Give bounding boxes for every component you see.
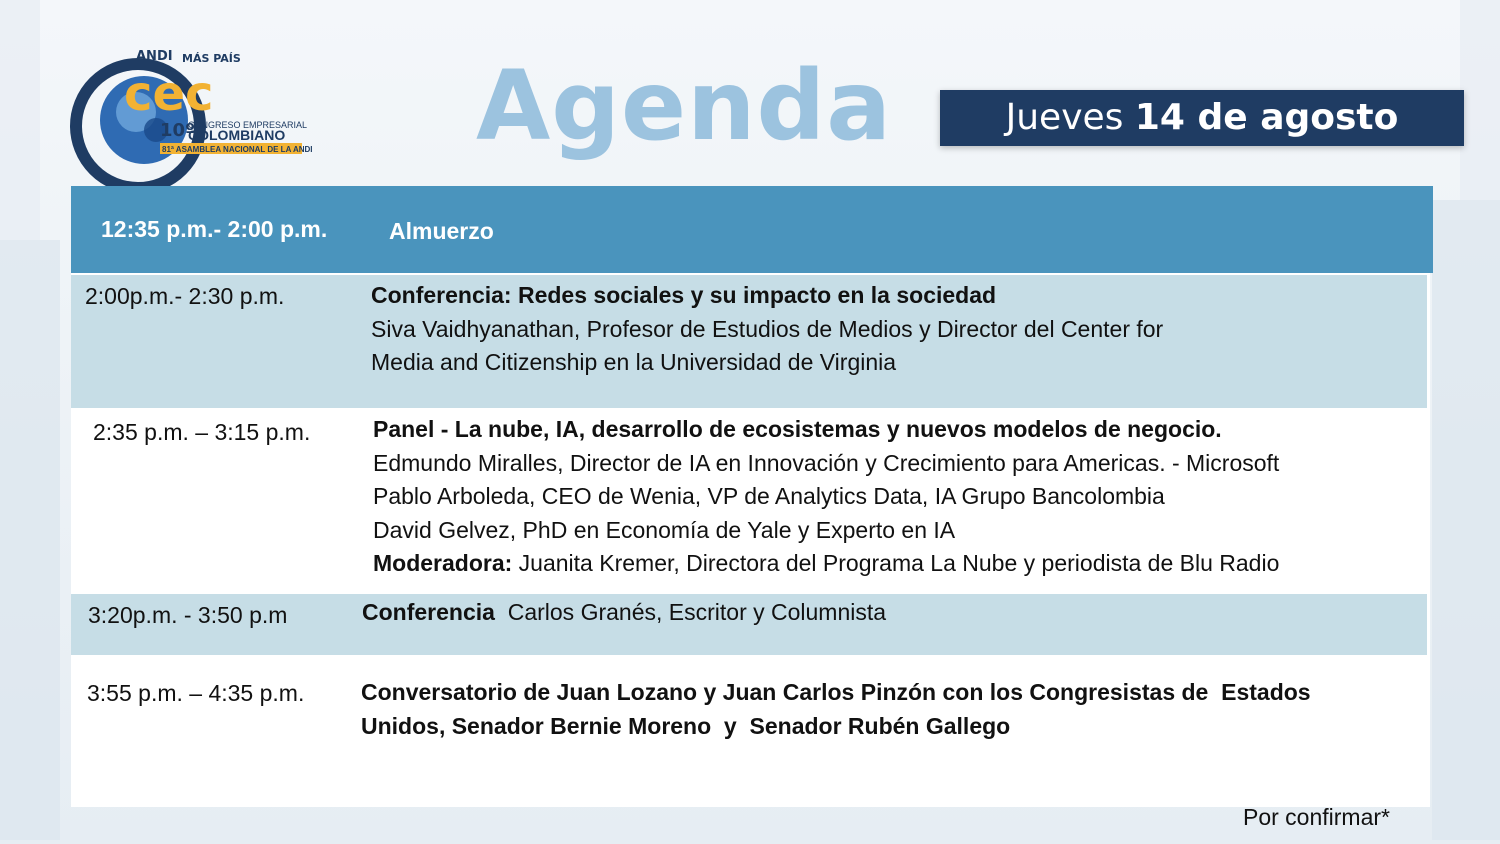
date-day: Jueves (1005, 97, 1124, 138)
row-title: Conferencia: Redes sociales y su impacto en la sociedad (371, 282, 997, 308)
date-banner (940, 90, 1464, 146)
moderator-label: Moderadora: (373, 550, 513, 576)
agenda-row-panel-cloud-ai (71, 408, 1430, 592)
row-time: 2:00p.m.- 2:30 p.m. (85, 283, 285, 309)
cec-logo-text: cec (124, 66, 214, 122)
andi-logo-text: ANDI (136, 49, 173, 64)
page-title: Agenda (476, 50, 892, 162)
congreso-line2: COLOMBIANO (188, 127, 286, 143)
moderator-text: Juanita Kremer, Directora del Programa La Nube y periodista de Blu Radio (512, 550, 1280, 576)
congress-logo (56, 40, 316, 190)
row-time: 3:20p.m. - 3:50 p.m (88, 602, 288, 628)
row-time: 2:35 p.m. – 3:15 p.m. (93, 419, 311, 445)
row-speaker-line: Media and Citizenship en la Universidad de Virginia (371, 349, 897, 375)
agenda-row-conversatorio (71, 668, 1430, 807)
row-title: Conferencia (362, 599, 495, 625)
row-time: 12:35 p.m.- 2:00 p.m. (101, 216, 328, 242)
date-text: 14 de agosto (1134, 97, 1399, 138)
asamblea-text: 81ª ASAMBLEA NACIONAL DE LA ANDI (162, 145, 313, 154)
row-title: Almuerzo (389, 218, 494, 244)
agenda-row-lunch (71, 186, 1433, 273)
row-moderator-line (373, 547, 1279, 581)
row-speaker-text: Carlos Granés, Escritor y Columnista (494, 599, 887, 625)
row-time: 3:55 p.m. – 4:35 p.m. (87, 680, 305, 706)
mas-pais-text: MÁS PAÍS (182, 52, 241, 65)
agenda-table (71, 186, 1430, 807)
row-title: Panel - La nube, IA, desarrollo de ecosistemas y nuevos modelos de negocio. (373, 416, 1222, 442)
congreso-line1: CONGRESO EMPRESARIAL (188, 120, 308, 130)
row-title-line: Unidos, Senador Bernie Moreno y Senador Rubén Gallego (361, 712, 1011, 739)
agenda-row-conference-social-media (71, 275, 1427, 408)
agenda-row-conference-granes (71, 594, 1427, 655)
row-speaker-line: Siva Vaidhyanathan, Profesor de Estudios de Medios y Director del Center for (371, 315, 1164, 342)
edition-text: 10º (160, 120, 196, 141)
row-speaker-line: David Gelvez, PhD en Economía de Yale y Experto en IA (373, 516, 956, 543)
footnote: Por confirmar* (1243, 804, 1390, 830)
row-speaker-line: Edmundo Miralles, Director de IA en Innovación y Crecimiento para Americas. - Microsoft (373, 449, 1280, 476)
row-speaker-line: Pablo Arboleda, CEO de Wenia, VP de Analytics Data, IA Grupo Bancolombia (373, 483, 1165, 509)
row-title-line: Conversatorio de Juan Lozano y Juan Carlos Pinzón con los Congresistas de Estados (361, 679, 1311, 705)
